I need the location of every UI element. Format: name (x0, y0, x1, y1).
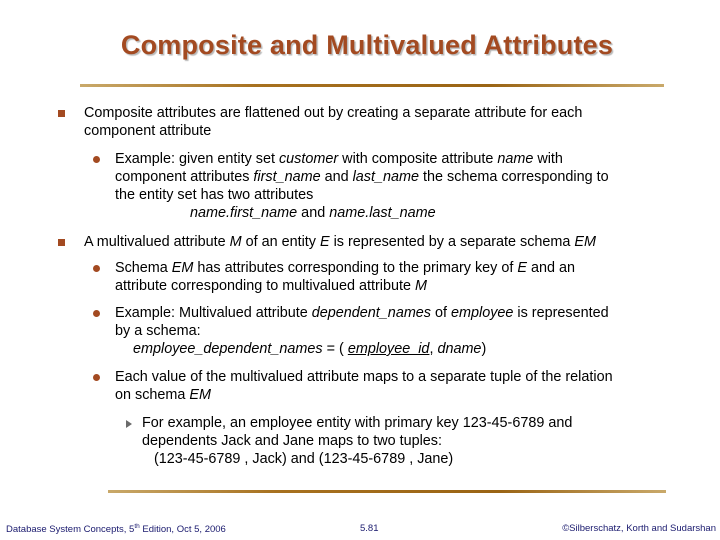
attribute-name: name.last_name (329, 205, 436, 221)
text: by a schema: (115, 323, 201, 339)
text: has attributes corresponding to the primary key of (193, 260, 518, 276)
text: = ( (322, 341, 348, 357)
attribute-name: dependent_names (311, 305, 432, 321)
attribute-name: last_name (352, 169, 419, 185)
text: Database System Concepts, 5 (6, 524, 135, 536)
bullet-text: component attribute (84, 123, 212, 139)
text: and (320, 169, 353, 185)
text: is represented by a separate schema (329, 234, 575, 250)
text: dependents Jack and Jane maps to two tuples: (142, 433, 442, 449)
text: with (533, 151, 563, 167)
round-bullet-icon (93, 374, 100, 381)
footer-divider (108, 490, 666, 493)
round-bullet-icon (93, 265, 100, 272)
sub-bullet-schema-em (115, 259, 575, 295)
text: Example: Multivalued attribute (115, 305, 312, 321)
entity-name: customer (278, 151, 339, 167)
text: is represented (513, 305, 609, 321)
text: Each value of the multivalued attribute maps to a separate tuple of the relation (115, 369, 613, 385)
round-bullet-icon (93, 310, 100, 317)
attribute-name: name.first_name (190, 205, 298, 221)
text: Schema (115, 260, 172, 276)
triangle-bullet-icon (126, 420, 132, 428)
text: , (429, 341, 438, 357)
text: and (297, 205, 330, 221)
text: ) (481, 341, 487, 357)
schema-name: EM (574, 234, 596, 250)
title-divider (80, 84, 664, 87)
text: the schema corresponding to (419, 169, 609, 185)
text: For example, an employee entity with primary key 123-45-6789 and (142, 415, 573, 431)
bullet-text: Composite attributes are flattened out by creating a separate attribute for each (84, 105, 583, 121)
bullet-composite (84, 104, 582, 140)
schema-name: EM (171, 260, 194, 276)
round-bullet-icon (93, 156, 100, 163)
entity-name: E (517, 260, 527, 276)
bullet-multivalued (84, 233, 596, 251)
text: of an entity (241, 234, 320, 250)
entity-name: employee (451, 305, 514, 321)
sub-bullet-multivalued-example (115, 304, 609, 358)
slide-title: Composite and Multivalued Attributes (120, 30, 614, 60)
footer-copyright: ©Silberschatz, Korth and Sudarshan (562, 523, 716, 534)
square-bullet-icon (58, 239, 65, 246)
schema-name: EM (189, 387, 211, 403)
attribute-name: M (414, 278, 427, 294)
primary-key-attribute: employee_id (347, 341, 430, 357)
sub-bullet-tuple-mapping (115, 368, 613, 404)
text: the entity set has two attributes (115, 187, 314, 203)
sub-sub-bullet-employee-example (142, 414, 572, 468)
attribute-name: M (229, 234, 242, 250)
entity-name: E (320, 234, 330, 250)
text: Edition, Oct 5, 2006 (139, 524, 226, 536)
footer-book-title (6, 523, 226, 535)
attribute-name: dname (437, 341, 482, 357)
text: A multivalued attribute (84, 234, 230, 250)
text: th (134, 523, 140, 530)
text: of (431, 305, 452, 321)
text: Example: given entity set (115, 151, 279, 167)
attribute-name: first_name (253, 169, 321, 185)
text: (123-45-6789 , Jack) and (123-45-6789 , Jane) (154, 451, 454, 467)
sub-bullet-composite-example (115, 150, 609, 222)
attribute-name: name (497, 151, 534, 167)
text: component attributes (115, 169, 254, 185)
relation-name: employee_dependent_names (133, 341, 323, 357)
footer-page-number: 5.81 (360, 523, 379, 534)
text: with composite attribute (338, 151, 498, 167)
square-bullet-icon (58, 110, 65, 117)
text: and an (526, 260, 575, 276)
text: on schema (115, 387, 190, 403)
text: attribute corresponding to multivalued attribute (115, 278, 415, 294)
